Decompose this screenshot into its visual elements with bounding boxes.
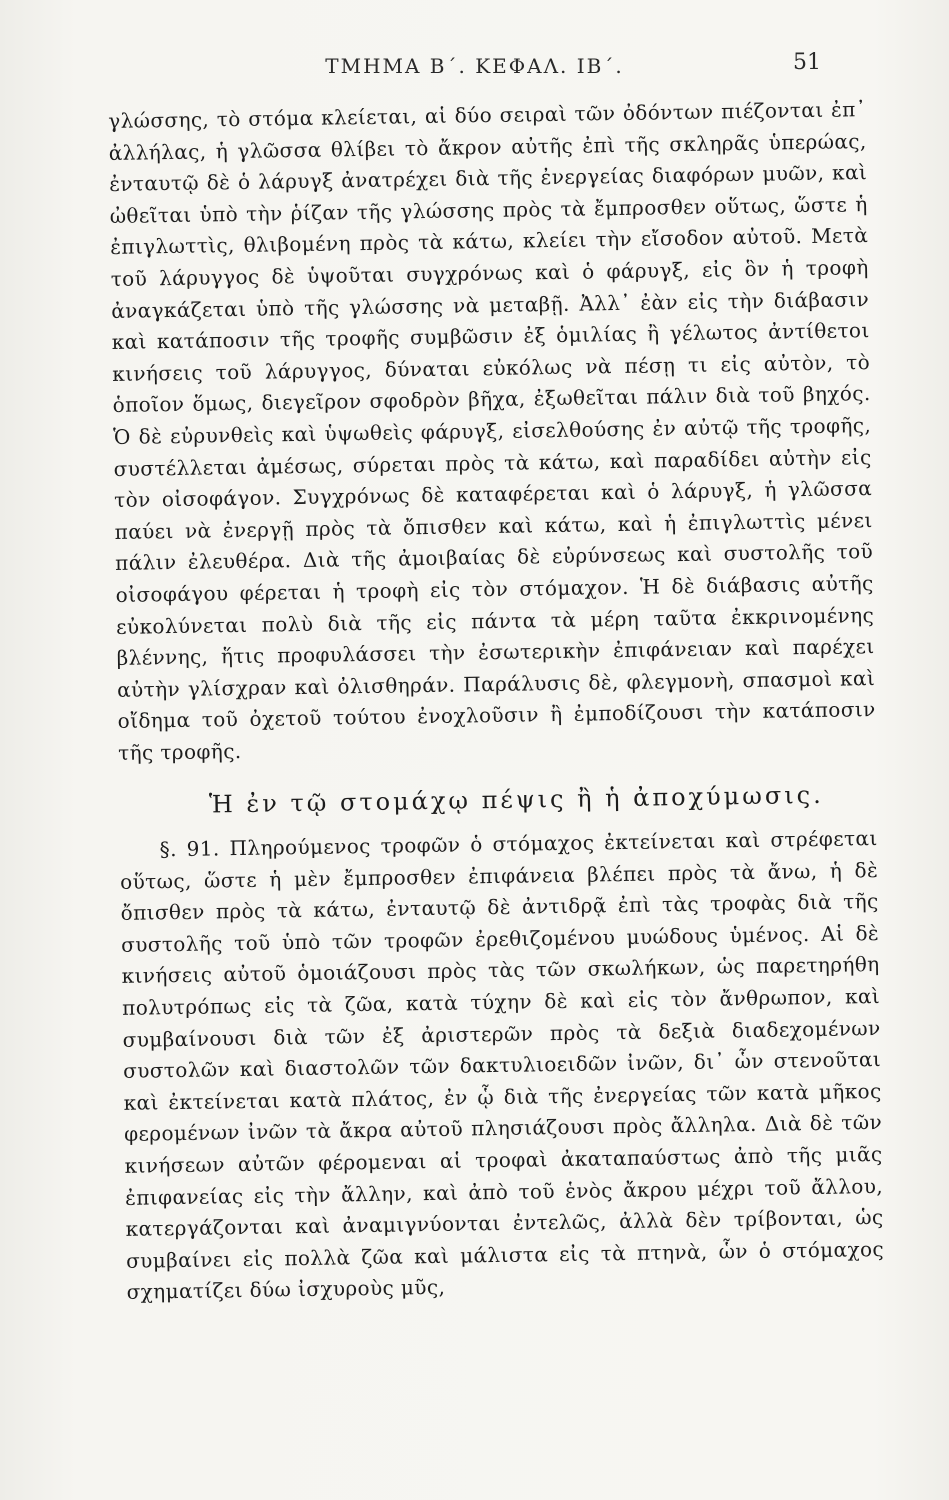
paragraph-swallowing: γλώσσης, τὸ στόμα κλείεται, αἱ δύο σειραὶ τῶν ὀδόντων πιέζονται ἐπ᾽ ἀλλήλας, ἡ γλῶσσα θλίβει τὸ ἄκρον αὐτῆς ἐπὶ τῆς σκληρᾶς ὑπερώας, ἐνταυτῷ δὲ ὁ λάρυγξ ἀνατρέχει διὰ τῆς ἐνεργείας διαφόρων μυῶν, καὶ ὠθεῖται ὑπὸ τὴν ῥίζαν τῆς γλώσσης πρὸς τὰ ἔμπροσθεν οὕτως, ὥστε ἡ ἐπιγλωττὶς, θλιβομένη πρὸς τὰ κάτω, κλείει τὴν εἴσοδον αὐτοῦ. Μετὰ τοῦ λάρυγγος δὲ ὑψοῦται συγχρόνως καὶ ὁ φάρυγξ, εἰς ὃν ἡ τροφὴ ἀναγκάζεται ὑπὸ τῆς γλώσσης νὰ μεταβῇ. Ἀλλ᾽ ἐὰν εἰς τὴν διάβασιν καὶ κατάποσιν τῆς τροφῆς συμβῶσιν ἐξ ὁμιλίας ἢ γέλωτος ἀντίθετοι κινήσεις τοῦ λάρυγγος, δύναται εὐκόλως νὰ πέσῃ τι εἰς αὐτὸν, τὸ ὁποῖον ὅμως, διεγεῖρον σφοδρὸν βῆχα, ἐξωθεῖται πάλιν διὰ τοῦ βηχός. Ὁ δὲ εὐρυνθεὶς καὶ ὑψωθεὶς φάρυγξ, εἰσελθούσης ἐν αὐτῷ τῆς τροφῆς, συστέλλεται ἀμέσως, σύρεται πρὸς τὰ κάτω, καὶ παραδίδει αὐτὴν εἰς τὸν οἰσοφάγον. Συγχρόνως δὲ καταφέρεται καὶ ὁ λάρυγξ, ἡ γλῶσσα παύει νὰ ἐνεργῇ πρὸς τὰ ὄπισθεν καὶ κάτω, καὶ ἡ ἐπιγλωττὶς μένει πάλιν ἐλευθέρα. Διὰ τῆς ἀμοιβαίας δὲ εὐρύνσεως καὶ συστολῆς τοῦ οἰσοφάγου φέρεται ἡ τροφὴ εἰς τὸν στόμαχον. Ἡ δὲ διάβασις αὐτῆς εὐκολύνεται πολὺ διὰ τῆς εἰς πάντα τὰ μέρη ταῦτα ἐκκρινομένης βλέννης, ἥτις προφυλάσσει τὴν ἐσωτερικὴν ἐπιφάνειαν καὶ παρέχει αὐτὴν γλίσχραν καὶ ὀλισθηράν. Παράλυσις δὲ, φλεγμονὴ, σπασμοὶ καὶ οἴδημα τοῦ ὀχετοῦ τούτου ἐνοχλοῦσιν ἢ ἐμποδίζουσι τὴν κατάποσιν τῆς τροφῆς. xyxy=(108,97,876,765)
page-header xyxy=(0,50,949,90)
running-head: ΤΜΗΜΑ Β΄. ΚΕΦΑΛ. ΙΒ΄. xyxy=(325,54,624,78)
paragraph-section-91: §. 91. Πληρούμενος τροφῶν ὁ στόμαχος ἐκτείνεται καὶ στρέφεται οὕτως, ὥστε ἡ μὲν ἔμπροσθεν ἐπιφάνεια βλέπει πρὸς τὰ ἄνω, ἡ δὲ ὄπισθεν πρὸς τὰ κάτω, ἐνταυτῷ δὲ ἀντιδρᾷ ἐπὶ τὰς τροφὰς διὰ τῆς συστολῆς τοῦ ὑπὸ τῶν τροφῶν ἐρεθιζομένου μυώδους ὑμένος. Αἱ δὲ κινήσεις αὐτοῦ ὁμοιάζουσι πρὸς τὰς τῶν σκωλήκων, ὡς παρετηρήθη πολυτρόπως εἰς τὰ ζῶα, κατὰ τύχην δὲ καὶ εἰς τὸν ἄνθρωπον, καὶ συμβαίνουσι διὰ τῶν ἐξ ἀριστερῶν πρὸς τὰ δεξιὰ διαδεχομένων συστολῶν καὶ διαστολῶν τῶν δακτυλιοειδῶν ἰνῶν, δι᾽ ὧν στενοῦται καὶ ἐκτείνεται κατὰ πλάτος, ἐν ᾧ διὰ τῆς ἐνεργείας τῶν κατὰ μῆκος φερομένων ἰνῶν τὰ ἄκρα αὐτοῦ πλησιάζουσι πρὸς ἄλληλα. Διὰ δὲ τῶν κινήσεων αὐτῶν φέρομεναι αἱ τροφαὶ ἀκαταπαύστως ἀπὸ τῆς μιᾶς ἐπιφανείας εἰς τὴν ἄλλην, καὶ ἀπὸ τοῦ ἑνὸς ἄκρου μέχρι τοῦ ἄλλου, κατεργάζονται καὶ ἀναμιγνύονται ἐντελῶς, ἀλλὰ δὲν τρίβονται, ὡς συμβαίνει εἰς πολλὰ ζῶα καὶ μάλιστα εἰς τὰ πτηνὰ, ὧν ὁ στόμαχος σχηματίζει δύω ἰσχυροὺς μῦς, xyxy=(119,826,885,1305)
body-text xyxy=(108,94,885,1309)
section-heading: Ἡ ἐν τῷ στομάχῳ πέψις ἢ ἡ ἀποχύμωσις. xyxy=(208,781,824,819)
page-number: 51 xyxy=(793,50,821,75)
